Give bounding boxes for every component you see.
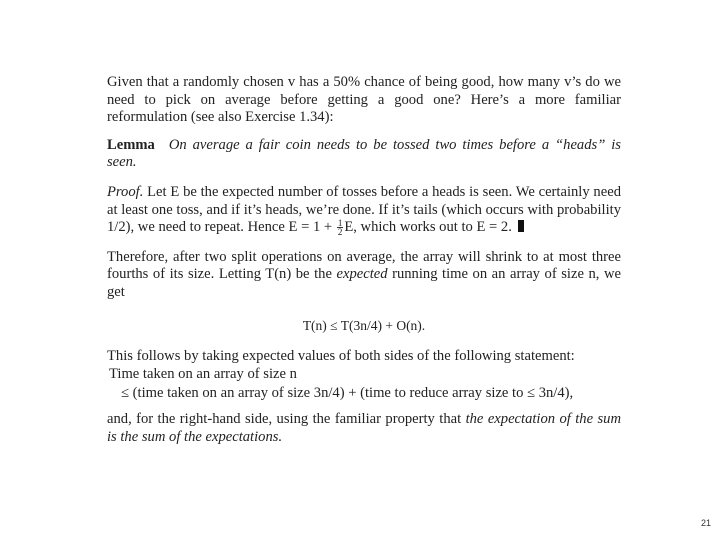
- paragraph-therefore-b: running time on an array of size n, we get: [107, 266, 622, 300]
- proof: [107, 184, 621, 237]
- emphasis-expectation: the expectation of the sum is the sum of the expectations.: [107, 411, 621, 445]
- fraction-denominator: 2: [337, 227, 343, 238]
- proof-text-b: E, which works out to E = 2.: [344, 219, 512, 236]
- statement-line-2: ≤ (time taken on an array of size 3n/4) + (time to reduce array size to ≤ 3n/4),: [121, 385, 574, 402]
- fraction-numerator: 1: [337, 218, 343, 229]
- lemma-label: Lemma: [107, 136, 155, 153]
- emphasis-expected: expected: [336, 266, 388, 283]
- lemma-text: On average a fair coin needs to be tossed two times before a “heads” is seen.: [107, 136, 621, 171]
- paragraph-follows: This follows by taking expected values of both sides of the following statement:: [107, 347, 575, 364]
- paragraph-conclusion: [107, 411, 621, 446]
- recurrence-equation: T(n) ≤ T(3n/4) + O(n).: [302, 317, 426, 333]
- qed-square-icon: [518, 220, 524, 232]
- page-number: 21: [700, 518, 711, 528]
- fraction-one-half: [337, 219, 344, 236]
- proof-label: Proof.: [107, 183, 144, 200]
- statement-block: [109, 365, 621, 403]
- paragraph-conclusion-a: and, for the right-hand side, using the familiar property that: [107, 411, 462, 428]
- proof-text-a: Let E be the expected number of tosses before a heads is seen. We certainly need at least one toss, and if it’s heads, we’re done. If it’s tails (which occurs with probability 1/2), we need to repeat. Hence E = 1 +: [107, 183, 621, 236]
- paragraph-therefore: [107, 249, 621, 302]
- lemma: [107, 137, 621, 172]
- paragraph-intro: Given that a randomly chosen v has a 50% chance of being good, how many v’s do we need to pick on average before getting a good one? Here’s a more familiar reformulation (see also Exercise 1.34):: [107, 74, 621, 126]
- paragraph-therefore-a: Therefore, after two split operations on average, the array will shrink to at most three fourths of its size. Letting T(n) be the: [107, 248, 621, 283]
- slide-content: [107, 74, 621, 446]
- statement-line-1: Time taken on an array of size n: [109, 366, 297, 383]
